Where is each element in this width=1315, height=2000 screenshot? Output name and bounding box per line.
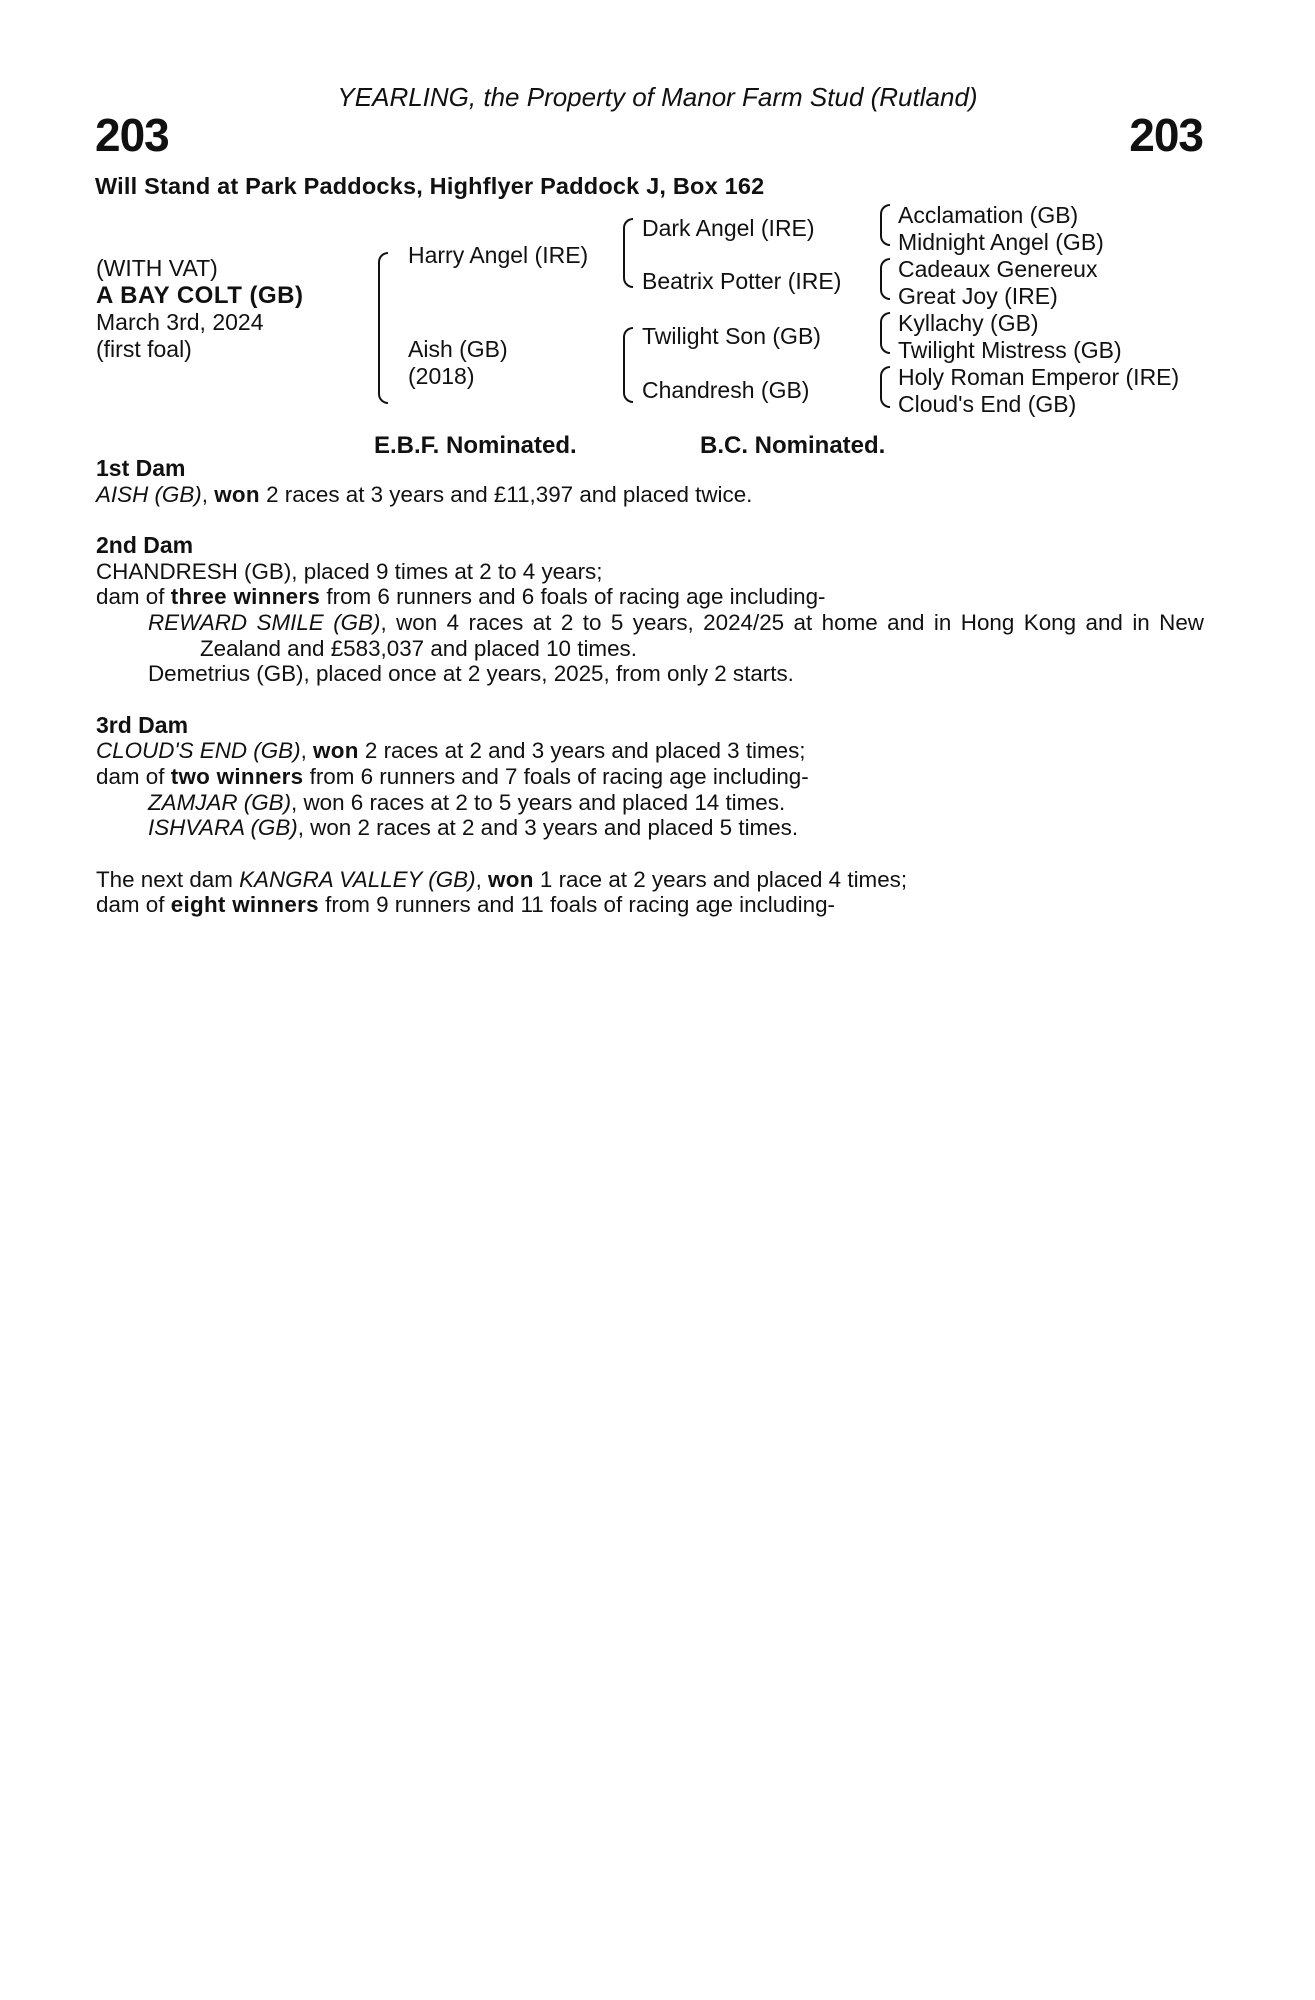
first-dam-record: 2 races at 3 years and £11,397 and placed twice. (259, 481, 753, 507)
next-dam-intro: The next dam (96, 866, 240, 892)
progeny-name: ZAMJAR (GB) (148, 789, 292, 815)
lot-number-right: 203 (1129, 109, 1203, 161)
first-dam-heading: 1st Dam (96, 455, 186, 481)
second-dam-progeny-2: Demetrius (GB), placed once at 2 years, 2025, from only 2 starts. (148, 661, 794, 687)
third-dam-rest: from 6 runners and 7 foals of racing age including- (303, 763, 809, 789)
next-dam-winners: eight winners (170, 892, 319, 918)
second-dam-line1: CHANDRESH (GB), placed 9 times at 2 to 4 years; (96, 558, 603, 584)
second-dam-winners: three winners (170, 584, 321, 610)
progeny-name: ISHVARA (GB) (148, 815, 298, 841)
next-dam-won: won (488, 866, 534, 892)
second-dam-progeny-1 (148, 610, 1204, 661)
first-dam-won: won (214, 481, 260, 507)
next-dam-produce (96, 892, 1204, 918)
third-dam-section (96, 713, 1204, 841)
pedigree-dss: Kyllachy (GB) (898, 310, 1039, 336)
ebf-nomination: E.B.F. Nominated. (374, 432, 577, 459)
progeny-record: , won 2 races at 2 and 3 years and placed 5 times. (297, 815, 799, 841)
third-dam-winners: two winners (170, 763, 304, 789)
first-dam-text: AISH (GB), won 2 races at 3 years and £11,397 and placed twice. (96, 481, 753, 507)
second-dam-produce (96, 584, 1204, 610)
pedigree-dam: Aish (GB) (408, 336, 508, 362)
catalogue-body (96, 456, 1204, 918)
pedigree-brace-sd (880, 258, 890, 300)
next-dam-record: 1 race at 2 years and placed 4 times; (533, 866, 908, 892)
third-dam-progeny-1 (148, 790, 1204, 816)
pedigree-brace-sire (623, 218, 633, 288)
third-dam-won: won (313, 738, 359, 764)
third-dam-dam-of: dam of (96, 763, 171, 789)
pedigree-ssd: Midnight Angel (GB) (898, 229, 1104, 255)
third-dam-heading: 3rd Dam (96, 711, 189, 738)
pedigree-brace-ds (880, 312, 890, 354)
next-dam-name: KANGRA VALLEY (GB) (239, 866, 476, 892)
third-dam-line1: CLOUD'S END (GB), won 2 races at 2 and 3 years and placed 3 times; (96, 738, 806, 764)
pedigree-sire-dam: Beatrix Potter (IRE) (642, 268, 842, 294)
pedigree-dam-year: (2018) (408, 363, 475, 389)
second-dam-dam-of: dam of (96, 584, 171, 610)
stand-location: Will Stand at Park Paddocks, Highflyer Paddock J, Box 162 (95, 173, 765, 199)
next-dam-section (96, 867, 1204, 918)
pedigree-dam-sire: Twilight Son (GB) (642, 323, 821, 349)
pedigree-sire: Harry Angel (IRE) (408, 242, 589, 268)
pedigree-sire-sire: Dark Angel (IRE) (642, 215, 815, 241)
pedigree-brace-dam (623, 327, 633, 403)
pedigree-sdd: Great Joy (IRE) (898, 283, 1058, 309)
third-dam-record: 2 races at 2 and 3 years and placed 3 times; (358, 738, 806, 764)
bc-nomination: B.C. Nominated. (700, 432, 886, 459)
vat-note: (WITH VAT) (96, 255, 218, 281)
first-dam-name: AISH (GB) (96, 481, 202, 507)
progeny-record: , won 4 races at 2 to 5 years, 2024/25 at home and in Hong Kong and in New Zealand and £583,037 and placed 10 times. (200, 609, 1204, 661)
lot-number-left: 203 (95, 109, 169, 161)
next-dam-dam-of: dam of (96, 892, 171, 918)
foaling-date: March 3rd, 2024 (96, 309, 264, 335)
pedigree-dds: Holy Roman Emperor (IRE) (898, 364, 1180, 390)
pedigree-brace-main (378, 252, 388, 404)
third-dam-progeny-2 (148, 815, 1204, 841)
third-dam-produce (96, 764, 1204, 790)
first-dam-section (96, 456, 1204, 507)
first-foal-note: (first foal) (96, 336, 192, 362)
second-dam-heading: 2nd Dam (96, 532, 194, 559)
pedigree-dam-dam: Chandresh (GB) (642, 377, 810, 403)
second-dam-rest: from 6 runners and 6 foals of racing age including- (320, 584, 826, 610)
third-dam-name: CLOUD'S END (GB) (96, 738, 301, 764)
pedigree-sds: Cadeaux Genereux (898, 256, 1098, 282)
catalogue-header: YEARLING, the Property of Manor Farm Stud (Rutland) (337, 82, 978, 112)
next-dam-rest: from 9 runners and 11 foals of racing age including- (318, 892, 836, 918)
progeny-record: , won 6 races at 2 to 5 years and placed 14 times. (291, 789, 786, 815)
pedigree-sss: Acclamation (GB) (898, 202, 1079, 228)
pedigree-ddd: Cloud's End (GB) (898, 391, 1077, 417)
pedigree-dsd: Twilight Mistress (GB) (898, 337, 1122, 363)
pedigree-brace-ss (880, 204, 890, 246)
pedigree-brace-dd (880, 366, 890, 408)
next-dam-line1: The next dam KANGRA VALLEY (GB), won 1 race at 2 years and placed 4 times; (96, 866, 908, 892)
horse-name: A BAY COLT (GB) (96, 282, 304, 309)
second-dam-section (96, 533, 1204, 687)
progeny-name: REWARD SMILE (GB) (148, 609, 381, 635)
